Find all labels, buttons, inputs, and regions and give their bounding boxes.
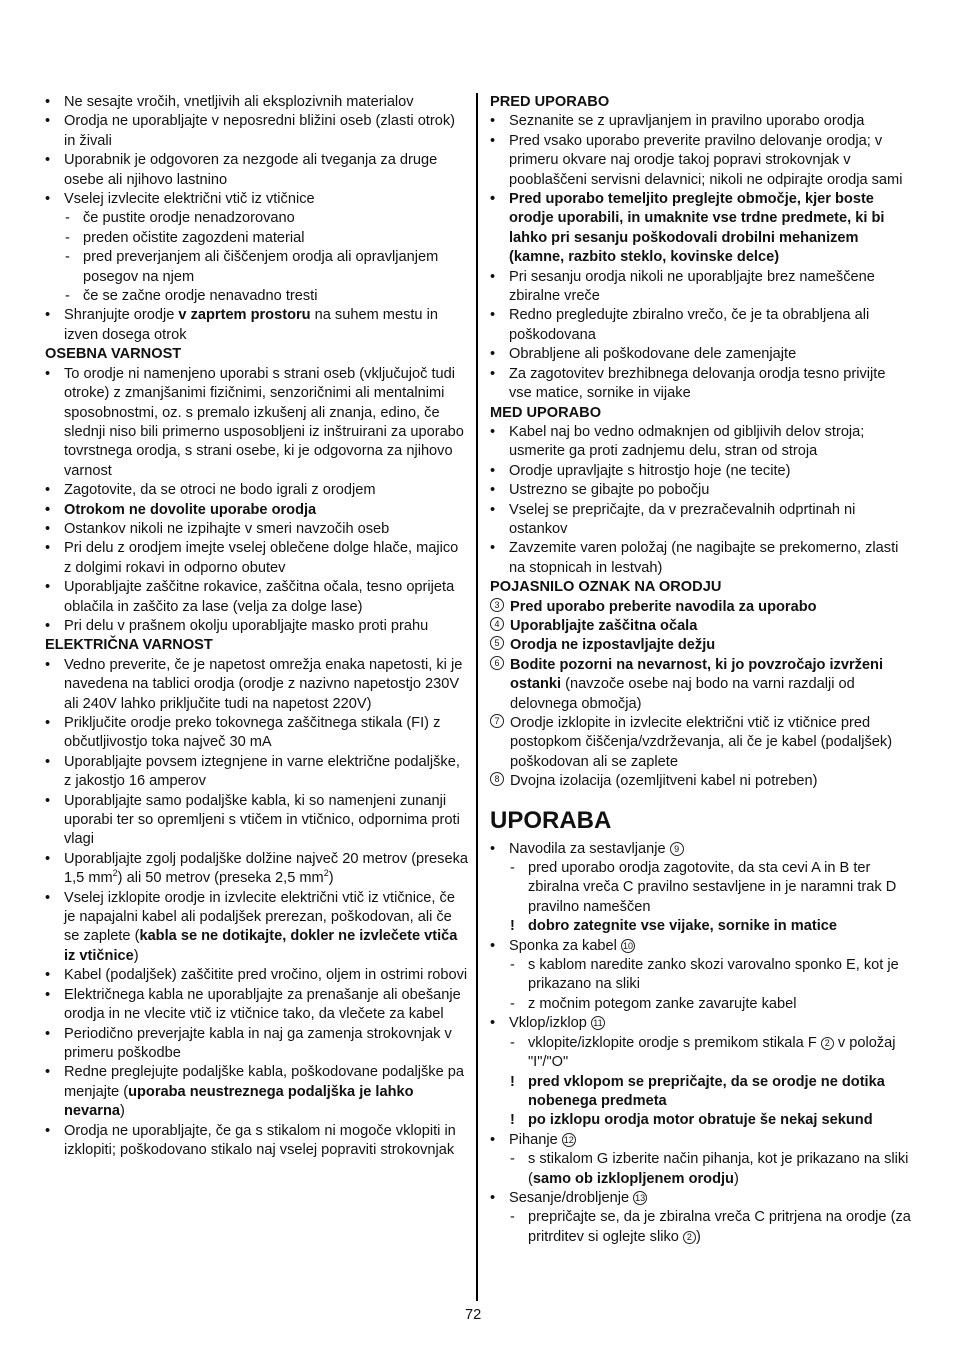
figure-number-icon: 6: [490, 656, 504, 670]
superscript: 2: [323, 868, 329, 879]
bullet: •: [45, 520, 51, 537]
list-item-text: Vedno preverite, če je napetost omrežja enaka napetosti, ki je navedena na tablici orodja (orodje z nazivno napetostjo 230V ali 240V lahko priključite tudi na napetost 220V): [64, 656, 463, 712]
list-item-text: Uporabnik je odgovoren za nezgode ali tveganja za druge osebe ali njihovo lastnino: [64, 152, 438, 188]
list-item-text: Redno pregledujte zbiralno vrečo, če je ta obrabljena ali poškodovana: [509, 307, 870, 343]
superscript: 2: [112, 868, 118, 879]
right-column: [490, 93, 912, 1247]
list-item-text: Pri delu z orodjem imejte vselej oblečene dolge hlače, majico z dolgimi rokavi in odporno obutev: [64, 540, 459, 576]
list-item-text: Uporabljajte povsem iztegnjene in varne električne podaljške, z jakostjo 16 amperov: [64, 753, 460, 790]
warning-item: [490, 1111, 912, 1130]
bullet: •: [45, 94, 51, 110]
list-item-text: Pri sesanju orodja nikoli ne uporabljajte brez nameščene zbiralne vreče: [509, 268, 875, 305]
sub-list-item: [490, 859, 912, 917]
bullet: •: [490, 1131, 496, 1148]
bullet: •: [45, 792, 51, 809]
list-item: [490, 539, 912, 578]
list-item: [490, 481, 912, 500]
dash: -: [65, 288, 70, 305]
list-item: [490, 840, 912, 859]
left-column: [45, 93, 468, 1160]
text-run: Shranjujte orodje: [64, 307, 179, 324]
dash: -: [65, 210, 70, 227]
figure-number-icon: 3: [490, 598, 504, 612]
bullet: •: [45, 1064, 51, 1081]
sub-list-item: [490, 995, 912, 1014]
bullet: •: [490, 1189, 496, 1206]
bullet: •: [490, 132, 496, 149]
symbol-legend-item: [490, 636, 912, 655]
list-item: [45, 501, 468, 520]
figure-number-icon: 4: [490, 617, 504, 631]
bullet: •: [490, 423, 496, 440]
bullet: •: [490, 307, 496, 324]
bullet: •: [490, 268, 496, 285]
page-number: 72: [465, 1307, 482, 1323]
bold-run: Pred uporabo preberite navodila za uporabo: [510, 598, 817, 615]
dash: -: [65, 229, 70, 246]
symbol-legend-item: [490, 772, 912, 791]
bullet: •: [45, 715, 51, 731]
symbol-legend-item: [490, 656, 912, 714]
list-item-text: Ne sesajte vročih, vnetljivih ali eksplozivnih materialov: [64, 94, 414, 110]
bullet: •: [45, 1025, 51, 1042]
dash: -: [510, 957, 515, 974]
warning-text: pred vklopom se prepričajte, da se orodje ne dotika nobenega predmeta: [528, 1073, 885, 1109]
list-item: [490, 306, 912, 345]
list-item-text: Vklop/izklop: [509, 1015, 587, 1032]
list-item: [45, 365, 468, 481]
list-item: [45, 1063, 468, 1121]
list-item: [490, 345, 912, 364]
bullet: •: [45, 850, 51, 867]
list-item-text: Seznanite se z upravljanjem in pravilno uporabo orodja: [509, 113, 865, 130]
text-run: (navzoče osebe naj bodo na varni razdalji od delovnega območja): [510, 676, 855, 712]
bold-run: kabla se ne dotikajte, dokler ne izvlečete vtiča iz vtičnice: [64, 928, 458, 964]
list-item: [45, 966, 468, 985]
figure-number-icon: 9: [670, 842, 684, 856]
bullet: •: [490, 482, 496, 499]
sub-list-item-text: preden očistite zagozdeni material: [83, 229, 305, 246]
dash: -: [510, 1209, 515, 1226]
list-item: [490, 1014, 912, 1033]
text-run: na suhem mestu in izven dosega otrok: [64, 307, 438, 343]
sub-list-item: [490, 956, 912, 995]
bullet: •: [45, 540, 51, 557]
sub-list-item: [490, 1150, 912, 1189]
bullet: •: [45, 482, 51, 499]
list-item: [45, 714, 468, 753]
bullet: •: [45, 967, 51, 984]
list-item: [45, 1025, 468, 1064]
text-run: Dvojna izolacija (ozemljitveni kabel ni potreben): [510, 773, 818, 790]
list-item: [45, 578, 468, 617]
text-run: ): [328, 870, 334, 887]
list-item-text: Pri delu v prašnem okolju uporabljajte masko proti prahu: [64, 617, 429, 634]
text-run: ): [119, 1103, 125, 1120]
bullet: •: [45, 579, 51, 596]
list-item: [45, 306, 468, 345]
symbol-legend-item: [490, 714, 912, 772]
sub-list-item-text: pred preverjanjem ali čiščenjem orodja ali opravljanjem posegov na njem: [83, 249, 439, 285]
bullet: •: [45, 191, 51, 208]
figure-number-icon: 7: [490, 714, 504, 728]
column-divider: [476, 93, 478, 1301]
list-item-text: Vselej izvlecite električni vtič iz vtičnice: [64, 191, 315, 208]
bold-run: Orodja ne izpostavljajte dežju: [510, 637, 716, 654]
list-item: [45, 481, 468, 500]
text-run: vklopite/izklopite orodje s premikom stikala F: [528, 1034, 817, 1051]
list-item: [490, 1189, 912, 1208]
list-item-text: Periodično preverjajte kabla in naj ga zamenja strokovnjak v primeru poškodbe: [64, 1025, 452, 1061]
dash: -: [510, 860, 515, 877]
list-item: [45, 539, 468, 578]
text-run: Orodje izklopite in izvlecite električni vtič iz vtičnice pred postopkom čiščenja/vzdrževanja, ali če je kabel (podaljšek) poškodovan ali se zaplete: [510, 715, 893, 770]
list-item: [45, 520, 468, 539]
list-item-text: Sponka za kabel: [509, 937, 617, 954]
figure-number-icon: 5: [490, 636, 504, 650]
bullet: •: [490, 840, 496, 857]
section-heading-symbols: POJASNILO OZNAK NA ORODJU: [490, 579, 722, 596]
bullet: •: [45, 656, 51, 673]
list-item-text: Navodila za sestavljanje: [509, 840, 666, 857]
list-item: [45, 1122, 468, 1161]
sub-list-item: [45, 248, 468, 287]
section-title-uporaba: UPORABA: [490, 806, 612, 834]
text-run: Vselej izklopite orodje in izvlecite električni vtič iz vtičnice, če je napajalni kabel ali podaljšek prerezan, poškodovan, ali če se zaplete (: [64, 889, 455, 945]
section-heading-med-uporabo: MED UPORABO: [490, 404, 602, 421]
list-item: [490, 132, 912, 190]
list-item: [490, 462, 912, 481]
sub-list-item: [45, 287, 468, 306]
bullet: •: [45, 753, 51, 770]
list-item: [45, 792, 468, 850]
text-run: ): [695, 1228, 701, 1245]
text-run: Redne preglejujte podaljške kabla, poškodovane podaljške pa menjajte (: [64, 1064, 464, 1100]
bullet: •: [490, 346, 496, 363]
list-item-text: Orodja ne uporabljajte v neposredni bližini oseb (zlasti otrok) in živali: [64, 113, 455, 149]
text-run: ) ali 50 metrov (preseka 2,5 mm: [117, 870, 324, 887]
list-item: [45, 753, 468, 792]
warning-icon: !: [510, 1112, 515, 1129]
list-item-text: Otrokom ne dovolite uporabe orodja: [64, 501, 317, 518]
dash: -: [510, 1151, 515, 1168]
symbol-legend-item: [490, 598, 912, 617]
figure-number-icon: 10: [622, 940, 633, 951]
text-run: v položaj "I"/"O": [528, 1034, 896, 1071]
list-item: [45, 617, 468, 636]
bullet: •: [45, 152, 51, 169]
list-item-text: Vselej se prepričajte, da v prezračevalnih odprtinah ni ostankov: [509, 501, 856, 537]
sub-list-item: [45, 209, 468, 228]
warning-icon: !: [510, 918, 515, 935]
list-item: [490, 365, 912, 404]
list-item-text: Zavzemite varen položaj (ne nagibajte se prekomerno, zlasti na stopnicah in lestvah): [509, 540, 899, 576]
bullet: •: [45, 986, 51, 1003]
list-item: [45, 656, 468, 714]
bullet: •: [45, 501, 51, 518]
text-run: ): [733, 1170, 739, 1187]
list-item: [490, 423, 912, 462]
list-item-text: Ustrezno se gibajte po pobočju: [509, 482, 710, 499]
list-item: [490, 1131, 912, 1150]
bullet: •: [490, 1015, 496, 1032]
section-heading-pred-uporabo: PRED UPORABO: [490, 94, 610, 110]
warning-item: [490, 1073, 912, 1112]
dash: -: [65, 249, 70, 266]
list-item-text: Zagotovite, da se otroci ne bodo igrali z orodjem: [64, 482, 376, 499]
bullet: •: [490, 365, 496, 382]
list-item: [45, 151, 468, 190]
list-item-text: To orodje ni namenjeno uporabi s strani oseb (vključujoč tudi otroke) z zmanjšanimi fizičnimi, senzoričnimi ali mentalnimi sposobnostmi, oz. s premalo izkušenj ali znanja, edino, če slednji niso bili primerno usposobljeni iz inštruirani za uporabo tovrstnega orodja, s strani osebe, ki je odgovorna za njihovo varnost: [64, 365, 464, 479]
warning-text: po izklopu orodja motor obratuje še nekaj sekund: [528, 1112, 873, 1129]
sub-list-item-text: če se začne orodje nenavadno tresti: [83, 288, 318, 305]
bullet: •: [490, 501, 496, 518]
figure-number-icon: 13: [635, 1192, 646, 1203]
list-item-text: Uporabljajte samo podaljške kabla, ki so namenjeni zunanji uporabi ter so opremljeni s vtičem in vtičnico, odpornima proti vlagi: [64, 792, 460, 848]
list-item: [45, 986, 468, 1025]
figure-number-icon: 12: [563, 1134, 574, 1145]
sub-list-item-text: če pustite orodje nenadzorovano: [83, 210, 295, 227]
sub-list-item-text: s kablom naredite zanko skozi varovalno sponko E, kot je prikazano na sliki: [528, 957, 899, 993]
sub-list-item: [490, 1034, 912, 1073]
list-item: [490, 112, 912, 131]
text-run: prepričajte se, da je zbiralna vreča C pritrjena na orodje (za pritrditev si oglejte sliko: [528, 1209, 911, 1245]
list-item-text: Obrabljene ali poškodovane dele zamenjajte: [509, 346, 797, 363]
bullet: •: [45, 617, 51, 634]
list-item: [490, 268, 912, 307]
list-item: [45, 889, 468, 967]
figure-number-icon: 11: [591, 1016, 605, 1030]
bullet: •: [490, 191, 496, 208]
text-run: s stikalom G izberite način pihanja, kot je prikazano na sliki (: [528, 1151, 909, 1187]
list-item: [45, 190, 468, 209]
bullet: •: [45, 365, 51, 382]
list-item-text: Priključite orodje preko tokovnega zaščitnega stikala (FI) z občutljivostjo toka največ 30 mA: [64, 715, 441, 751]
list-item-text: Za zagotovitev brezhibnega delovanja orodja tesno privijte vse matice, sornike in vijake: [509, 365, 886, 402]
bullet: •: [45, 113, 51, 130]
bullet: •: [45, 1122, 51, 1139]
warning-icon: !: [510, 1073, 515, 1090]
text-run: ): [133, 947, 139, 964]
list-item: [45, 112, 468, 151]
list-item-text: Uporabljajte zaščitne rokavice, zaščitna očala, tesno oprijeta oblačila in zaščito za lase (velja za dolge lase): [64, 579, 455, 615]
bullet: •: [490, 540, 496, 557]
bold-run: Bodite pozorni na nevarnost, ki jo povzročajo izvrženi ostanki: [510, 656, 884, 693]
dash: -: [510, 995, 515, 1012]
list-item-text: Orodje upravljajte s hitrostjo hoje (ne tecite): [509, 462, 791, 479]
bullet: •: [490, 113, 496, 130]
bold-run: v zaprtem prostoru: [178, 307, 311, 324]
sub-list-item: [490, 1208, 912, 1247]
bullet: •: [45, 307, 51, 324]
text-run: Uporabljajte zgolj podaljške dolžine največ 20 metrov (preseka 1,5 mm: [64, 850, 468, 887]
sub-list-item-text: z močnim potegom zanke zavarujte kabel: [528, 995, 797, 1012]
list-item: [490, 937, 912, 956]
list-item: [490, 501, 912, 540]
list-item-text: Ostankov nikoli ne izpihajte v smeri navzočih oseb: [64, 520, 390, 537]
list-item-text: Električnega kabla ne uporabljajte za prenašanje ali obešanje orodja in ne vlecite vtič iz vtičnice tako, da vlečete za kabel: [64, 986, 461, 1023]
list-item-text: Kabel (podaljšek) zaščitite pred vročino, oljem in ostrimi robovi: [64, 967, 468, 984]
bold-run: Uporabljajte zaščitna očala: [510, 617, 698, 634]
list-item-text: Pred vsako uporabo preverite pravilno delovanje orodja; v primeru okvare naj orodje takoj popravi strokovnjak v pooblaščeni servisni delavnici; nikoli ne odpirajte orodja sami: [509, 132, 903, 188]
warning-text: dobro zategnite vse vijake, sornike in matice: [528, 918, 838, 935]
list-item-text: Pred uporabo temeljito preglejte območje, kjer boste orodje uporabili, in umaknite vse trdne predmete, ki bi lahko pri sesanju poškodovali drobilni mehanizem (kamne, razbito steklo, kovinske delce): [509, 191, 885, 266]
list-item: [490, 190, 912, 268]
bullet: •: [490, 937, 496, 954]
sub-list-item: [45, 229, 468, 248]
list-item-text: Kabel naj bo vedno odmaknjen od gibljivih delov stroja; usmerite ga proti zadnjemu delu, stran od stroja: [509, 423, 865, 460]
list-item-text: Sesanje/drobljenje: [509, 1189, 630, 1206]
bold-run: samo ob izklopljenem orodju: [532, 1170, 734, 1187]
bullet: •: [490, 462, 496, 479]
section-heading-elektricna-varnost: ELEKTRIČNA VARNOST: [45, 637, 213, 654]
list-item-text: Orodja ne uporabljajte, če ga s stikalom ni mogoče vklopiti in izklopiti; poškodovano stikalo naj vselej popraviti strokovnjak: [64, 1122, 456, 1158]
section-heading-osebna-varnost: OSEBNA VARNOST: [45, 346, 182, 363]
list-item: [45, 850, 468, 889]
sub-list-item-text: pred uporabo orodja zagotovite, da sta cevi A in B ter zbiralna vreča C pravilno sestavljene in je naramni trak D pravilno nameščen: [528, 860, 897, 915]
figure-number-icon: 8: [490, 772, 504, 786]
warning-item: [490, 917, 912, 936]
figure-number-icon: 2: [683, 1231, 696, 1244]
figure-number-icon: 2: [821, 1037, 834, 1050]
list-item: [45, 93, 468, 112]
dash: -: [510, 1034, 515, 1051]
list-item-text: Pihanje: [509, 1131, 558, 1148]
bold-run: uporaba neustreznega podaljška je lahko nevarna: [64, 1083, 414, 1120]
bullet: •: [45, 889, 51, 906]
symbol-legend-item: [490, 617, 912, 636]
